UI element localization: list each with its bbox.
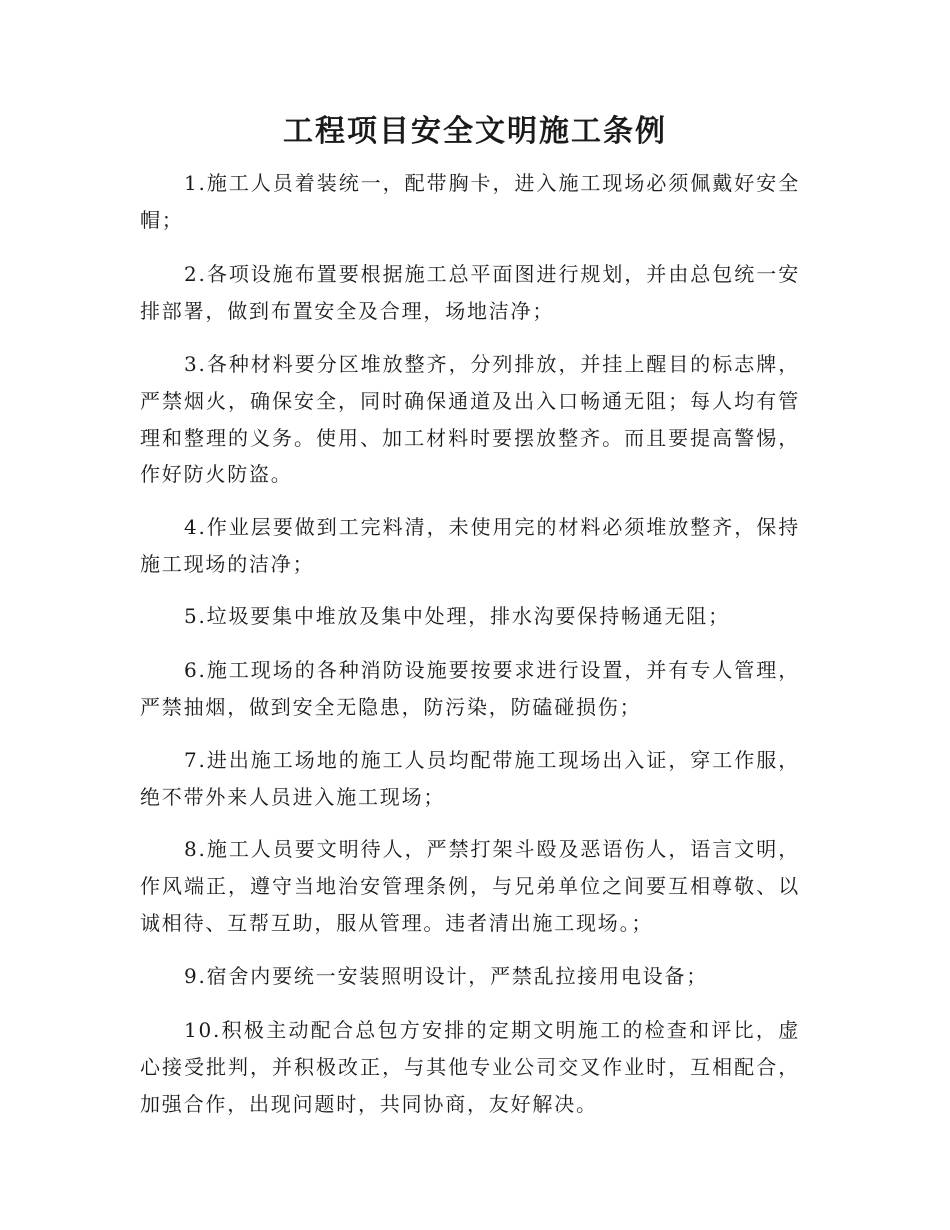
- document-title: 工程项目安全文明施工条例: [283, 114, 667, 149]
- article-10: 10.积极主动配合总包方安排的定期文明施工的检查和评比，虚心接受批判，并积极改正，与其他专业公司交叉作业时，互相配合，加强合作，出现问题时，共同协商，友好解决。: [140, 1018, 800, 1116]
- article-2: 2.各项设施布置要根据施工总平面图进行规划，并由总包统一安排部署，做到布置安全及合理，场地洁净；: [140, 262, 800, 323]
- article-5: 5.垃圾要集中堆放及集中处理，排水沟要保持畅通无阻；: [184, 604, 730, 628]
- article-9: 9.宿舍内要统一安装照明设计，严禁乱拉接用电设备；: [184, 964, 709, 988]
- article-1: 1.施工人员着装统一，配带胸卡，进入施工现场必须佩戴好安全帽；: [140, 171, 800, 232]
- article-4: 4.作业层要做到工完料清，未使用完的材料必须堆放整齐，保持施工现场的洁净；: [140, 515, 800, 576]
- article-3: 3.各种材料要分区堆放整齐，分列排放，并挂上醒目的标志牌，严禁烟火，确保安全，同时确保通道及出入口畅通无阻；每人均有管理和整理的义务。使用、加工材料时要摆放整齐。而且要提高警惕，作好防火防盗。: [140, 352, 800, 487]
- article-7: 7.进出施工场地的施工人员均配带施工现场出入证，穿工作服，绝不带外来人员进入施工现场；: [140, 748, 800, 809]
- article-8: 8.施工人员要文明待人，严禁打架斗殴及恶语伤人，语言文明，作风端正，遵守当地治安管理条例，与兄弟单位之间要互相尊敬、以诚相待、互帮互助，服从管理。违者清出施工现场。；: [140, 837, 800, 935]
- article-6: 6.施工现场的各种消防设施要按要求进行设置，并有专人管理，严禁抽烟，做到安全无隐患，防污染，防磕碰损伤；: [140, 658, 800, 719]
